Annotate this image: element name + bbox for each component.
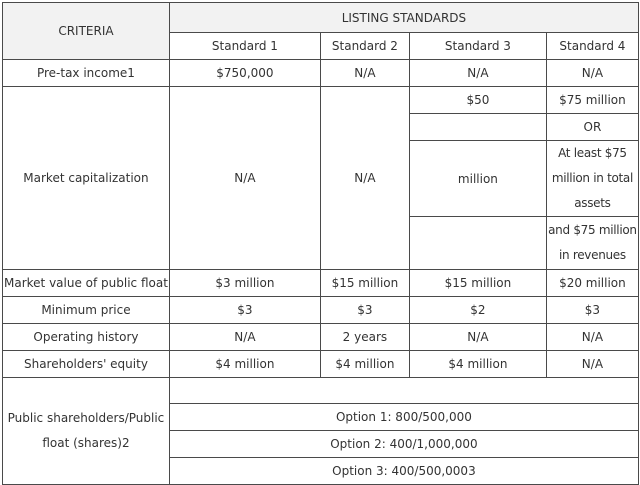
cell-op-history-s1: N/A: [169, 324, 320, 351]
cell-min-price-s2: $3: [320, 297, 409, 324]
row-minimum-price: [3, 297, 639, 324]
cell-op-history-s4: N/A: [546, 324, 638, 351]
cell-pretax-s3: N/A: [409, 60, 546, 87]
cell-market-cap-s3-top: $50: [409, 87, 546, 114]
row-shareholders-equity: [3, 351, 639, 378]
cell-pretax-s2: N/A: [320, 60, 409, 87]
cell-equity-s4: N/A: [546, 351, 638, 378]
header-standard-2: Standard 2: [320, 33, 409, 60]
cell-shareholders-blank: [169, 378, 638, 404]
row-market-cap-1: [3, 87, 639, 114]
cell-option-1: Option 1: 800/500,000: [169, 404, 638, 431]
cell-market-cap-s4-l3: At least $75 million in total assets: [546, 141, 638, 217]
row-shareholders-blank: [3, 378, 639, 404]
cell-public-float-s3: $15 million: [409, 270, 546, 297]
cell-pretax-s1: $750,000: [169, 60, 320, 87]
label-public-shareholders: Public shareholders/Public float (shares)2: [3, 378, 170, 485]
cell-op-history-s2: 2 years: [320, 324, 409, 351]
cell-market-cap-s3-bottom: million: [409, 141, 546, 217]
listing-standards-table-wrapper: [2, 2, 639, 485]
header-criteria: CRITERIA: [3, 3, 170, 60]
header-standard-1: Standard 1: [169, 33, 320, 60]
cell-market-cap-s4-l4: and $75 million in revenues: [546, 217, 638, 270]
cell-op-history-s3: N/A: [409, 324, 546, 351]
cell-market-cap-s4-l2: OR: [546, 114, 638, 141]
header-listing-standards: LISTING STANDARDS: [169, 3, 638, 33]
cell-equity-s2: $4 million: [320, 351, 409, 378]
listing-standards-table: [2, 2, 639, 485]
row-public-float-value: [3, 270, 639, 297]
header-row-top: [3, 3, 639, 33]
cell-market-cap-s2: N/A: [320, 87, 409, 270]
cell-min-price-s4: $3: [546, 297, 638, 324]
cell-min-price-s3: $2: [409, 297, 546, 324]
cell-market-cap-s4-l1: $75 million: [546, 87, 638, 114]
row-pretax-income: [3, 60, 639, 87]
cell-public-float-s4: $20 million: [546, 270, 638, 297]
label-market-cap: Market capitalization: [3, 87, 170, 270]
cell-option-2: Option 2: 400/1,000,000: [169, 431, 638, 458]
cell-public-float-s1: $3 million: [169, 270, 320, 297]
row-operating-history: [3, 324, 639, 351]
label-pretax-income: Pre-tax income1: [3, 60, 170, 87]
cell-pretax-s4: N/A: [546, 60, 638, 87]
header-standard-4: Standard 4: [546, 33, 638, 60]
label-public-float-value: Market value of public float: [3, 270, 170, 297]
cell-market-cap-s1: N/A: [169, 87, 320, 270]
header-standard-3: Standard 3: [409, 33, 546, 60]
cell-equity-s1: $4 million: [169, 351, 320, 378]
cell-equity-s3: $4 million: [409, 351, 546, 378]
cell-market-cap-s3-blank-2: [409, 217, 546, 270]
label-minimum-price: Minimum price: [3, 297, 170, 324]
cell-min-price-s1: $3: [169, 297, 320, 324]
cell-public-float-s2: $15 million: [320, 270, 409, 297]
label-shareholders-equity: Shareholders' equity: [3, 351, 170, 378]
cell-option-3: Option 3: 400/500,0003: [169, 458, 638, 485]
cell-market-cap-s3-blank: [409, 114, 546, 141]
label-operating-history: Operating history: [3, 324, 170, 351]
